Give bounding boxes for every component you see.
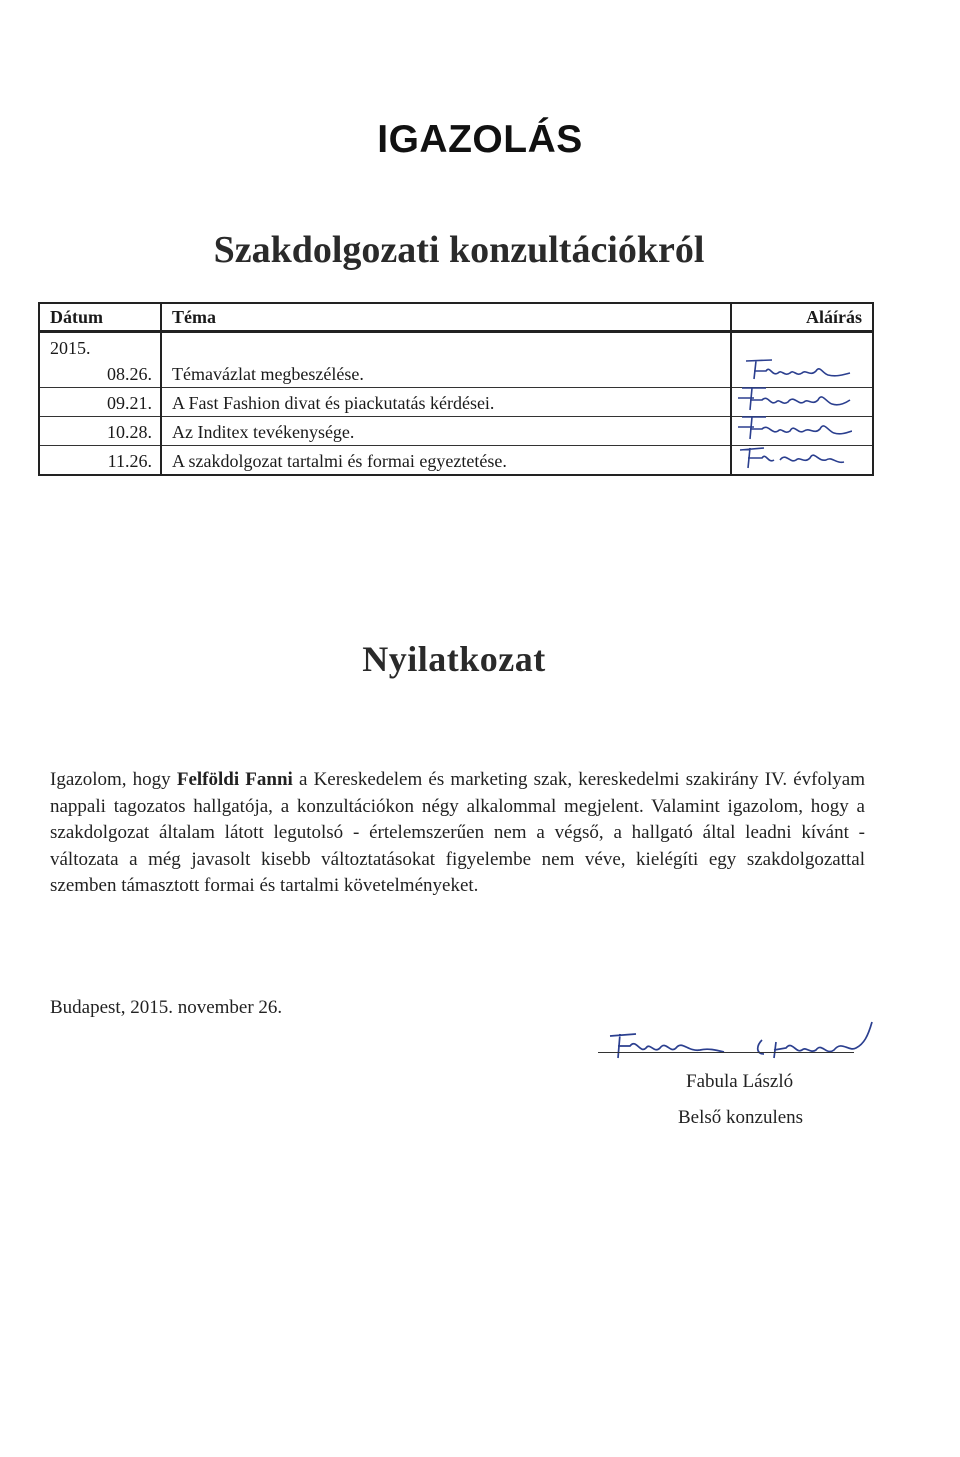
signature-line	[598, 1052, 854, 1053]
row-topic: A szakdolgozat tartalmi és formai egyeztetése.	[161, 446, 731, 476]
table-header-row	[39, 303, 873, 332]
row-date: 11.26.	[39, 446, 161, 476]
row-topic: Az Inditex tevékenysége.	[161, 417, 731, 446]
row-date: 09.21.	[39, 388, 161, 417]
statement-part2: a Kereskedelem és marketing szak, kereskedelmi szakirány IV. évfolyam nappali tagozatos hallgatója, a konzultációkon négy alkalommal megjelent. Valamint igazolom, hogy a szakdolgozat általam látott legutolsó - értelemszerűen nem a végső, a hallgató által leadni kívánt - változata a még javasolt kisebb változtatásokat figyelembe nem véve, kielégíti egy szakdolgozattal szemben támasztott formai és tartalmi követelményeket.	[50, 769, 865, 896]
place-date: Budapest, 2015. november 26.	[50, 997, 283, 1018]
row-topic: Témavázlat megbeszélése.	[161, 359, 731, 388]
statement-body	[50, 767, 865, 900]
consultation-table	[38, 302, 874, 476]
header-signature: Aláírás	[731, 303, 873, 332]
header-date: Dátum	[39, 303, 161, 332]
row-topic: A Fast Fashion divat és piackutatás kérdései.	[161, 388, 731, 417]
header-topic: Téma	[161, 303, 731, 332]
table-year: 2015.	[39, 332, 161, 360]
table-row	[39, 446, 873, 476]
row-date: 10.28.	[39, 417, 161, 446]
signer-role: Belső konzulens	[678, 1107, 804, 1128]
student-name: Felföldi Fanni	[176, 769, 293, 790]
document-title: IGAZOLÁS	[377, 118, 583, 161]
document-subtitle: Szakdolgozati konzultációkról	[213, 229, 705, 271]
statement-part1: Igazolom, hogy	[50, 769, 177, 790]
signer-name: Fabula László	[686, 1071, 794, 1092]
handwritten-signature	[590, 1012, 890, 1064]
statement-heading: Nyilatkozat	[362, 639, 546, 679]
handwritten-signature	[732, 438, 852, 472]
row-signature	[731, 446, 873, 476]
row-date: 08.26.	[39, 359, 161, 388]
